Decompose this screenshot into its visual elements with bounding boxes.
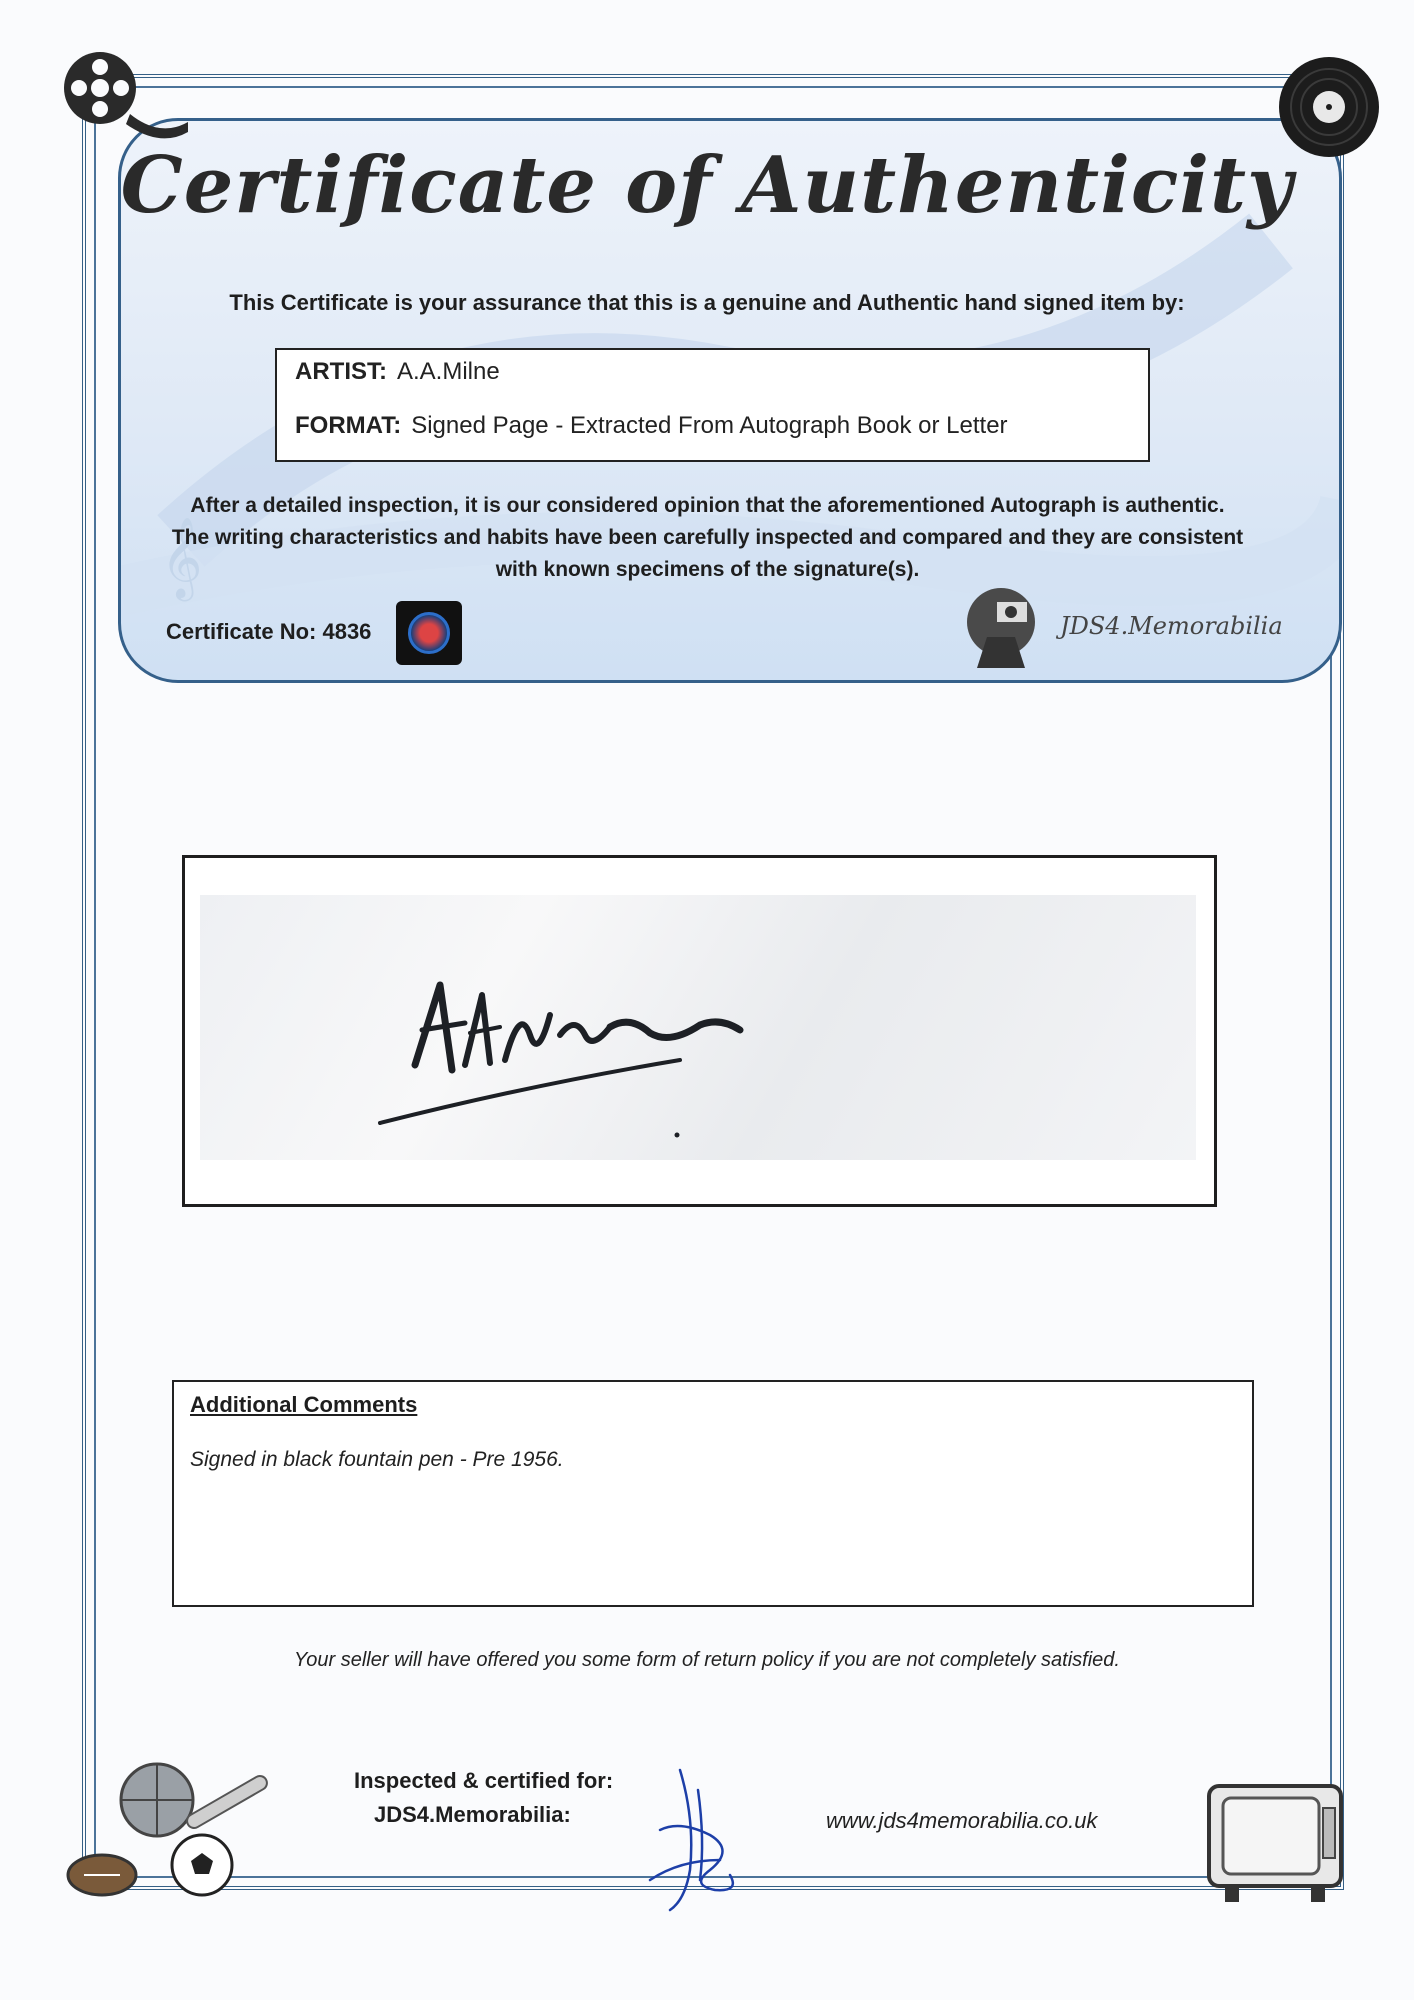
website-link[interactable]: www.jds4memorabilia.co.uk bbox=[826, 1808, 1098, 1833]
artist-details-box bbox=[275, 348, 1150, 462]
inspected-certified bbox=[354, 1764, 613, 1832]
brand-logo-text: JDS4.Memorabilia bbox=[1060, 612, 1283, 640]
return-policy-note: Your seller will have offered you some form of return policy if you are not completely satisfied. bbox=[294, 1649, 1120, 1671]
svg-text:𝄞: 𝄞 bbox=[161, 516, 203, 598]
certificate-number: Certificate No: 4836 bbox=[166, 619, 372, 644]
format-label: FORMAT: bbox=[295, 412, 402, 439]
television-icon bbox=[1205, 1778, 1350, 1906]
opinion-line-1: After a detailed inspection, it is our considered opinion that the aforementioned Autograph is authentic. bbox=[190, 494, 1225, 517]
format-value: Signed Page - Extracted From Autograph Book or Letter bbox=[411, 412, 1008, 439]
hologram-ring bbox=[408, 612, 450, 654]
comments-heading: Additional Comments bbox=[190, 1392, 418, 1417]
film-reel-icon bbox=[60, 48, 188, 144]
autograph-signature bbox=[200, 895, 1196, 1160]
opinion-line-2: The writing characteristics and habits have been carefully inspected and compared and they are consistent bbox=[171, 526, 1244, 549]
artist-value: A.A.Milne bbox=[397, 358, 500, 385]
inspected-line-1: Inspected & certified for: bbox=[354, 1768, 614, 1793]
certificate-title: Certificate of Authenticity bbox=[120, 140, 1294, 231]
opinion-statement bbox=[120, 490, 1295, 586]
inspected-line-2: JDS4.Memorabilia: bbox=[374, 1802, 571, 1827]
artist-row bbox=[295, 358, 500, 386]
assurance-text: This Certificate is your assurance that this is a genuine and Authentic hand signed item by: bbox=[229, 290, 1185, 315]
inspector-signature bbox=[640, 1760, 760, 1920]
artist-label: ARTIST: bbox=[295, 358, 387, 385]
sports-balls-icon bbox=[62, 1755, 272, 1905]
opinion-line-3: with known specimens of the signature(s). bbox=[495, 558, 920, 581]
photographer-logo-icon bbox=[967, 582, 1043, 668]
format-row bbox=[295, 412, 1008, 440]
comments-text: Signed in black fountain pen - Pre 1956. bbox=[190, 1448, 564, 1471]
